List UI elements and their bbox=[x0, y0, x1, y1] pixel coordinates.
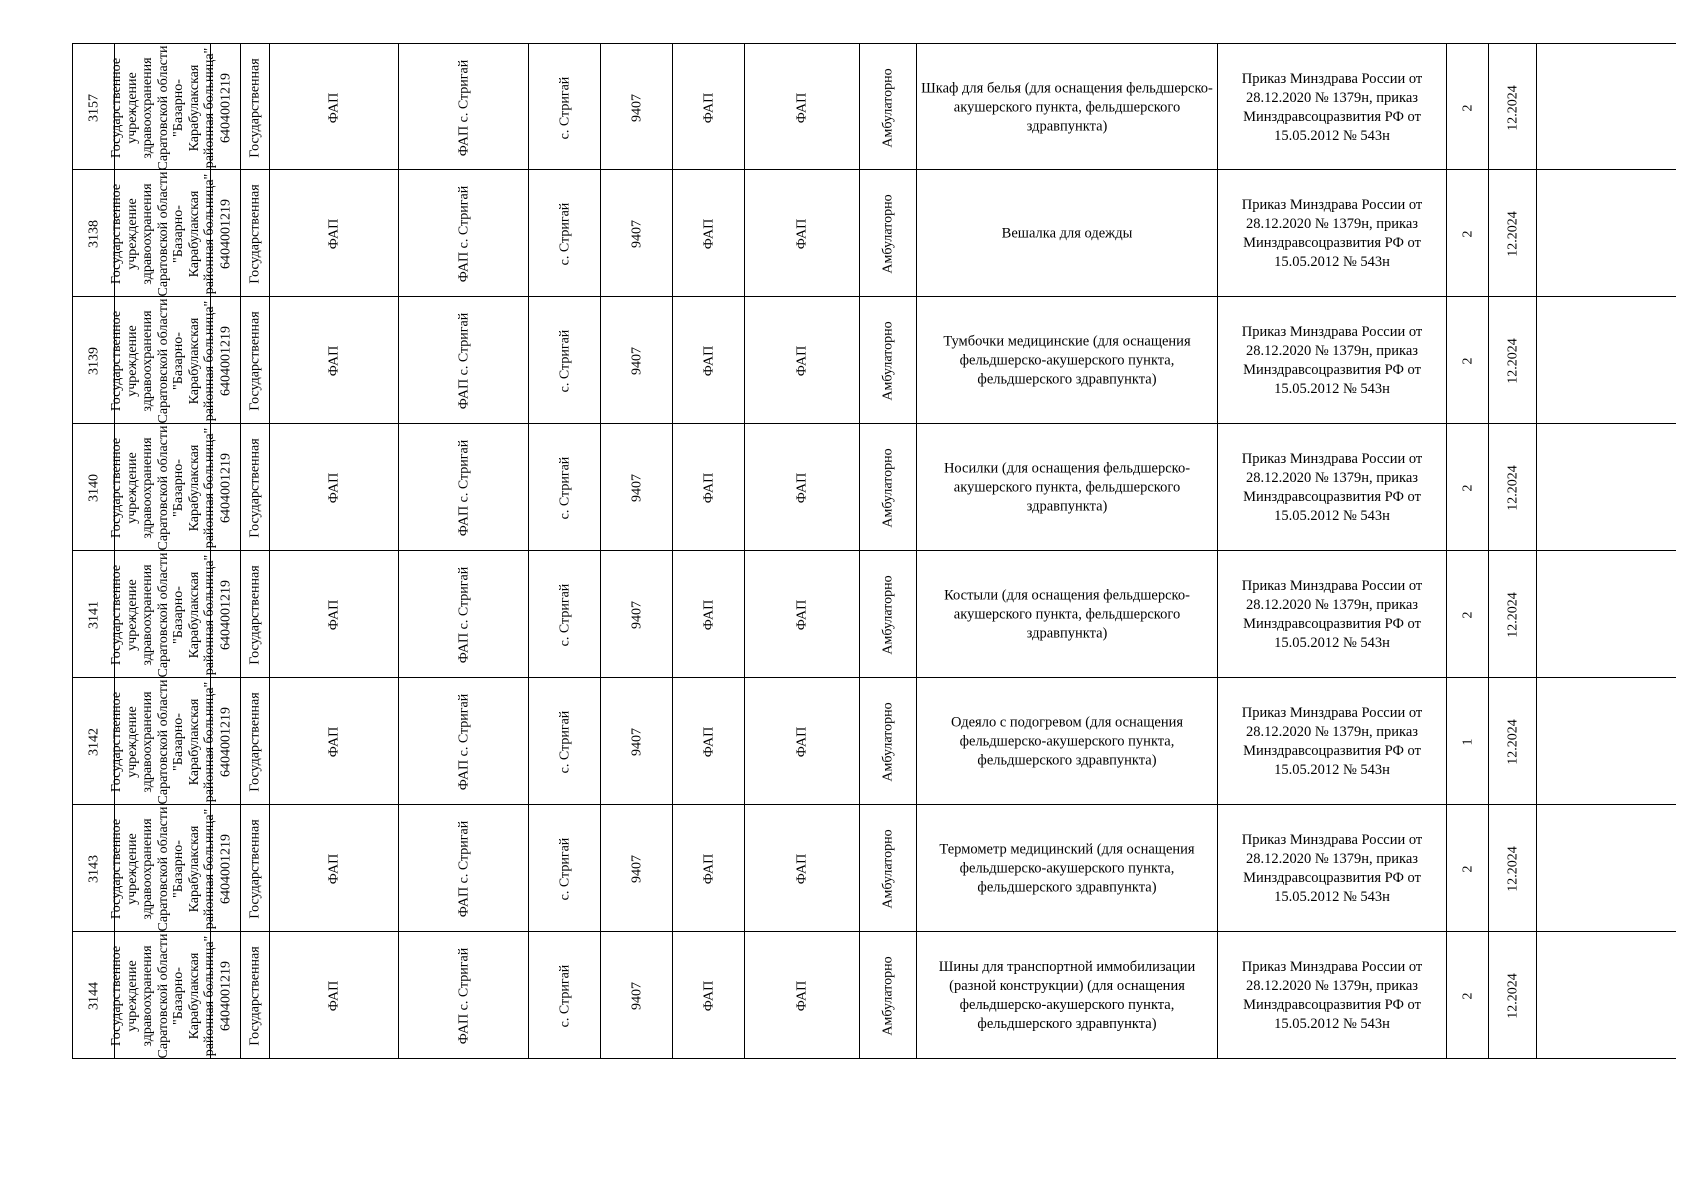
cell-qty bbox=[1446, 297, 1488, 424]
cell-text: 3144 bbox=[86, 981, 101, 1010]
cell-date bbox=[1488, 170, 1537, 297]
cell-qty bbox=[1446, 551, 1488, 678]
cell-unit2 bbox=[744, 297, 859, 424]
cell-text: Государственное учреждение здравоохранения Саратовской области "Базарно-Карабулакская районная больница" bbox=[108, 552, 217, 677]
cell-unit2 bbox=[744, 44, 859, 171]
cell-text: 2 bbox=[1460, 357, 1475, 364]
cell-text: Государственная bbox=[247, 818, 263, 919]
cell-text: Амбулаторно bbox=[880, 574, 896, 655]
cell-care bbox=[859, 44, 916, 171]
cell-item bbox=[916, 170, 1217, 297]
cell-basis bbox=[1217, 297, 1446, 424]
cell-text: Приказ Минздрава России от 28.12.2020 № 1379н, приказ Минздравсоцразвития РФ от 15.05.2012 № 543н bbox=[1241, 704, 1423, 778]
cell-text: 12.2024 bbox=[1505, 972, 1520, 1019]
cell-text: 2 bbox=[1460, 484, 1475, 491]
cell-locality bbox=[528, 424, 600, 551]
cell-text: 3138 bbox=[86, 219, 101, 248]
cell-text: 9407 bbox=[629, 854, 644, 883]
cell-text: ФАП bbox=[794, 218, 810, 249]
cell-text: Государственное учреждение здравоохранения Саратовской области "Базарно-Карабулакская районная больница" bbox=[108, 298, 217, 423]
cell-unit2 bbox=[744, 678, 859, 805]
cell-care bbox=[859, 297, 916, 424]
cell-type bbox=[269, 551, 398, 678]
table-row bbox=[72, 424, 1676, 551]
cell-inn bbox=[210, 44, 240, 171]
cell-fap-name bbox=[398, 297, 528, 424]
cell-text: Термометр медицинский (для оснащения фельдшерско-акушерского пункта, фельдшерского здравпункта) bbox=[939, 841, 1195, 895]
cell-text: 6404001219 bbox=[218, 452, 233, 523]
cell-date bbox=[1488, 424, 1537, 551]
cell-org bbox=[108, 805, 217, 932]
cell-text: ФАП bbox=[794, 345, 810, 376]
cell-item bbox=[916, 44, 1217, 171]
cell-text: 3141 bbox=[86, 600, 101, 629]
cell-text: 3139 bbox=[86, 346, 101, 375]
cell-qty bbox=[1446, 932, 1488, 1059]
cell-date bbox=[1488, 297, 1537, 424]
table-row bbox=[72, 551, 1676, 678]
cell-code bbox=[600, 424, 672, 551]
cell-text: ФАП bbox=[326, 599, 342, 630]
cell-type bbox=[269, 170, 398, 297]
cell-text: 3143 bbox=[86, 854, 101, 883]
cell-text: 9407 bbox=[629, 981, 644, 1010]
cell-text: 6404001219 bbox=[218, 706, 233, 777]
cell-text: ФАП bbox=[326, 92, 342, 123]
cell-text: с. Стригай bbox=[557, 583, 572, 646]
cell-text: Государственное учреждение здравоохранения Саратовской области "Базарно-Карабулакская районная больница" bbox=[108, 45, 217, 170]
cell-text: с. Стригай bbox=[557, 964, 572, 1027]
cell-qty bbox=[1446, 805, 1488, 932]
cell-text: Амбулаторно bbox=[880, 67, 896, 148]
cell-ownership bbox=[240, 551, 269, 678]
cell-num bbox=[72, 678, 114, 805]
cell-fap-name bbox=[398, 170, 528, 297]
cell-text: 9407 bbox=[629, 600, 644, 629]
cell-text: ФАП bbox=[701, 599, 716, 630]
cell-num bbox=[72, 424, 114, 551]
cell-locality bbox=[528, 678, 600, 805]
cell-type bbox=[269, 678, 398, 805]
cell-text: ФАП bbox=[326, 218, 342, 249]
cell-text: ФАП с. Стригай bbox=[456, 820, 471, 917]
cell-inn bbox=[210, 805, 240, 932]
cell-unit1 bbox=[672, 170, 744, 297]
cell-text: 12.2024 bbox=[1505, 337, 1520, 384]
cell-locality bbox=[528, 805, 600, 932]
cell-locality bbox=[528, 170, 600, 297]
cell-text: 3140 bbox=[86, 473, 101, 502]
cell-text: 9407 bbox=[629, 346, 644, 375]
cell-org bbox=[108, 297, 217, 424]
cell-unit1 bbox=[672, 44, 744, 171]
cell-inn bbox=[210, 170, 240, 297]
cell-text: 6404001219 bbox=[218, 833, 233, 904]
cell-code bbox=[600, 805, 672, 932]
cell-type bbox=[269, 297, 398, 424]
cell-text: Вешалка для одежды bbox=[1001, 225, 1133, 241]
cell-text: Государственная bbox=[247, 691, 263, 792]
cell-unit2 bbox=[744, 424, 859, 551]
cell-item bbox=[916, 297, 1217, 424]
cell-text: Одеяло с подогревом (для оснащения фельдшерско-акушерского пункта, фельдшерского здравпункта) bbox=[950, 714, 1184, 768]
cell-org bbox=[108, 551, 217, 678]
cell-text: Амбулаторно bbox=[880, 320, 896, 401]
cell-text: ФАП bbox=[794, 92, 810, 123]
cell-inn bbox=[210, 678, 240, 805]
cell-qty bbox=[1446, 424, 1488, 551]
cell-text: ФАП с. Стригай bbox=[456, 693, 471, 790]
cell-text: Государственная bbox=[247, 945, 263, 1046]
cell-ownership bbox=[240, 932, 269, 1059]
cell-text: Амбулаторно bbox=[880, 193, 896, 274]
cell-text: ФАП bbox=[794, 472, 810, 503]
cell-text: ФАП bbox=[794, 853, 810, 884]
cell-text: 9407 bbox=[629, 727, 644, 756]
cell-fap-name bbox=[398, 424, 528, 551]
cell-text: 12.2024 bbox=[1505, 718, 1520, 765]
cell-text: Амбулаторно bbox=[880, 447, 896, 528]
cell-text: 12.2024 bbox=[1505, 464, 1520, 511]
cell-text: ФАП bbox=[326, 853, 342, 884]
cell-text: Шины для транспортной иммобилизации (разной конструкции) (для оснащения фельдшерско-акушерского пункта, фельдшерского здравпункта) bbox=[938, 958, 1196, 1032]
cell-fap-name bbox=[398, 44, 528, 171]
cell-text: 12.2024 bbox=[1505, 845, 1520, 892]
cell-item bbox=[916, 932, 1217, 1059]
cell-care bbox=[859, 551, 916, 678]
cell-basis bbox=[1217, 678, 1446, 805]
cell-text: ФАП bbox=[701, 345, 716, 376]
cell-text: Государственное учреждение здравоохранения Саратовской области "Базарно-Карабулакская районная больница" bbox=[108, 679, 217, 804]
cell-text: 6404001219 bbox=[218, 198, 233, 269]
cell-care bbox=[859, 170, 916, 297]
cell-date bbox=[1488, 932, 1537, 1059]
cell-basis bbox=[1217, 44, 1446, 171]
cell-type bbox=[269, 805, 398, 932]
cell-text: ФАП bbox=[794, 726, 810, 757]
cell-fap-name bbox=[398, 805, 528, 932]
cell-text: Приказ Минздрава России от 28.12.2020 № 1379н, приказ Минздравсоцразвития РФ от 15.05.2012 № 543н bbox=[1241, 196, 1423, 270]
cell-text: ФАП с. Стригай bbox=[456, 312, 471, 409]
cell-text: Амбулаторно bbox=[880, 955, 896, 1036]
cell-care bbox=[859, 424, 916, 551]
cell-code bbox=[600, 297, 672, 424]
cell-basis bbox=[1217, 805, 1446, 932]
cell-fap-name bbox=[398, 932, 528, 1059]
cell-text: с. Стригай bbox=[557, 329, 572, 392]
cell-org bbox=[108, 44, 217, 171]
cell-text: 9407 bbox=[629, 473, 644, 502]
cell-text: 3157 bbox=[86, 93, 101, 122]
cell-text: ФАП с. Стригай bbox=[456, 59, 471, 156]
cell-code bbox=[600, 678, 672, 805]
cell-text: ФАП bbox=[326, 980, 342, 1011]
cell-text: ФАП с. Стригай bbox=[456, 185, 471, 282]
cell-num bbox=[72, 551, 114, 678]
cell-unit2 bbox=[744, 805, 859, 932]
cell-text: Амбулаторно bbox=[880, 701, 896, 782]
cell-unit1 bbox=[672, 932, 744, 1059]
cell-ownership bbox=[240, 678, 269, 805]
cell-num bbox=[72, 932, 114, 1059]
cell-text: 2 bbox=[1460, 230, 1475, 237]
cell-qty bbox=[1446, 170, 1488, 297]
cell-text: ФАП с. Стригай bbox=[456, 439, 471, 536]
cell-text: 2 bbox=[1460, 992, 1475, 999]
cell-ownership bbox=[240, 297, 269, 424]
cell-text: ФАП bbox=[701, 726, 716, 757]
cell-text: Государственная bbox=[247, 564, 263, 665]
cell-basis bbox=[1217, 551, 1446, 678]
cell-text: 12.2024 bbox=[1505, 210, 1520, 257]
table-row bbox=[72, 43, 1676, 170]
cell-unit1 bbox=[672, 424, 744, 551]
cell-date bbox=[1488, 805, 1537, 932]
cell-org bbox=[108, 678, 217, 805]
cell-text: Тумбочки медицинские (для оснащения фельдшерско-акушерского пункта, фельдшерского здравпункта) bbox=[943, 333, 1191, 387]
cell-ownership bbox=[240, 44, 269, 171]
cell-inn bbox=[210, 424, 240, 551]
table-row bbox=[72, 297, 1676, 424]
cell-locality bbox=[528, 297, 600, 424]
cell-text: Приказ Минздрава России от 28.12.2020 № 1379н, приказ Минздравсоцразвития РФ от 15.05.2012 № 543н bbox=[1241, 577, 1423, 651]
cell-text: с. Стригай bbox=[557, 76, 572, 139]
cell-code bbox=[600, 44, 672, 171]
cell-text: 6404001219 bbox=[218, 325, 233, 396]
cell-text: с. Стригай bbox=[557, 456, 572, 519]
cell-text: ФАП bbox=[794, 980, 810, 1011]
cell-text: ФАП bbox=[701, 980, 716, 1011]
cell-text: 2 bbox=[1460, 104, 1475, 111]
cell-date bbox=[1488, 551, 1537, 678]
cell-text: ФАП bbox=[701, 218, 716, 249]
cell-text: ФАП с. Стригай bbox=[456, 566, 471, 663]
cell-inn bbox=[210, 932, 240, 1059]
cell-text: Государственное учреждение здравоохранения Саратовской области "Базарно-Карабулакская районная больница" bbox=[108, 425, 217, 550]
cell-item bbox=[916, 551, 1217, 678]
cell-text: 2 bbox=[1460, 865, 1475, 872]
cell-text: ФАП bbox=[701, 853, 716, 884]
cell-text: с. Стригай bbox=[557, 202, 572, 265]
cell-text: Приказ Минздрава России от 28.12.2020 № 1379н, приказ Минздравсоцразвития РФ от 15.05.2012 № 543н bbox=[1241, 323, 1423, 397]
cell-unit1 bbox=[672, 678, 744, 805]
table-row bbox=[72, 678, 1676, 805]
cell-unit1 bbox=[672, 297, 744, 424]
cell-unit1 bbox=[672, 551, 744, 678]
cell-text: ФАП bbox=[701, 472, 716, 503]
cell-ownership bbox=[240, 170, 269, 297]
cell-inn bbox=[210, 551, 240, 678]
cell-type bbox=[269, 44, 398, 171]
cell-text: ФАП bbox=[326, 345, 342, 376]
cell-item bbox=[916, 805, 1217, 932]
cell-org bbox=[108, 424, 217, 551]
cell-unit2 bbox=[744, 170, 859, 297]
cell-text: Приказ Минздрава России от 28.12.2020 № 1379н, приказ Минздравсоцразвития РФ от 15.05.2012 № 543н bbox=[1241, 70, 1423, 144]
cell-unit1 bbox=[672, 805, 744, 932]
table-row bbox=[72, 170, 1676, 297]
cell-locality bbox=[528, 932, 600, 1059]
cell-text: ФАП bbox=[794, 599, 810, 630]
cell-text: Приказ Минздрава России от 28.12.2020 № 1379н, приказ Минздравсоцразвития РФ от 15.05.2012 № 543н bbox=[1241, 831, 1423, 905]
cell-text: Государственная bbox=[247, 437, 263, 538]
cell-text: 2 bbox=[1460, 611, 1475, 618]
cell-num bbox=[72, 805, 114, 932]
cell-basis bbox=[1217, 170, 1446, 297]
cell-date bbox=[1488, 44, 1537, 171]
cell-date bbox=[1488, 678, 1537, 805]
cell-text: 12.2024 bbox=[1505, 591, 1520, 638]
cell-num bbox=[72, 44, 114, 171]
cell-text: Государственное учреждение здравоохранения Саратовской области "Базарно-Карабулакская районная больница" bbox=[108, 806, 217, 931]
cell-text: Государственная bbox=[247, 310, 263, 411]
cell-qty bbox=[1446, 44, 1488, 171]
cell-unit2 bbox=[744, 932, 859, 1059]
cell-item bbox=[916, 424, 1217, 551]
cell-text: ФАП bbox=[701, 92, 716, 123]
cell-text: Костыли (для оснащения фельдшерско-акушерского пункта, фельдшерского здравпункта) bbox=[944, 587, 1190, 641]
cell-care bbox=[859, 805, 916, 932]
cell-locality bbox=[528, 551, 600, 678]
cell-text: 6404001219 bbox=[218, 579, 233, 650]
cell-text: 9407 bbox=[629, 219, 644, 248]
cell-code bbox=[600, 551, 672, 678]
cell-text: Государственное учреждение здравоохранения Саратовской области "Базарно-Карабулакская районная больница" bbox=[108, 933, 217, 1058]
cell-care bbox=[859, 678, 916, 805]
cell-basis bbox=[1217, 424, 1446, 551]
cell-inn bbox=[210, 297, 240, 424]
cell-text: Приказ Минздрава России от 28.12.2020 № 1379н, приказ Минздравсоцразвития РФ от 15.05.2012 № 543н bbox=[1241, 958, 1423, 1032]
cell-item bbox=[916, 678, 1217, 805]
cell-num bbox=[72, 297, 114, 424]
cell-ownership bbox=[240, 805, 269, 932]
cell-text: 6404001219 bbox=[218, 960, 233, 1031]
cell-ownership bbox=[240, 424, 269, 551]
cell-locality bbox=[528, 44, 600, 171]
table-row bbox=[72, 805, 1676, 932]
cell-text: Приказ Минздрава России от 28.12.2020 № 1379н, приказ Минздравсоцразвития РФ от 15.05.2012 № 543н bbox=[1241, 450, 1423, 524]
cell-code bbox=[600, 170, 672, 297]
cell-qty bbox=[1446, 678, 1488, 805]
cell-type bbox=[269, 932, 398, 1059]
table-row bbox=[72, 932, 1676, 1059]
cell-fap-name bbox=[398, 551, 528, 678]
cell-basis bbox=[1217, 932, 1446, 1059]
cell-text: Шкаф для белья (для оснащения фельдшерско-акушерского пункта, фельдшерского здравпункта) bbox=[921, 80, 1213, 134]
cell-num bbox=[72, 170, 114, 297]
cell-text: Амбулаторно bbox=[880, 828, 896, 909]
cell-text: ФАП с. Стригай bbox=[456, 947, 471, 1044]
cell-text: Государственная bbox=[247, 57, 263, 158]
cell-text: Государственная bbox=[247, 183, 263, 284]
cell-text: Государственное учреждение здравоохранения Саратовской области "Базарно-Карабулакская районная больница" bbox=[108, 171, 217, 296]
cell-unit2 bbox=[744, 551, 859, 678]
cell-code bbox=[600, 932, 672, 1059]
cell-text: ФАП bbox=[326, 472, 342, 503]
cell-fap-name bbox=[398, 678, 528, 805]
cell-text: 9407 bbox=[629, 93, 644, 122]
cell-text: 3142 bbox=[86, 727, 101, 756]
cell-org bbox=[108, 170, 217, 297]
cell-org bbox=[108, 932, 217, 1059]
cell-text: 1 bbox=[1460, 738, 1475, 745]
cell-text: Носилки (для оснащения фельдшерско-акушерского пункта, фельдшерского здравпункта) bbox=[943, 460, 1191, 514]
cell-text: 6404001219 bbox=[218, 72, 233, 143]
cell-care bbox=[859, 932, 916, 1059]
cell-text: с. Стригай bbox=[557, 837, 572, 900]
cell-text: ФАП bbox=[326, 726, 342, 757]
cell-text: с. Стригай bbox=[557, 710, 572, 773]
cell-type bbox=[269, 424, 398, 551]
cell-text: 12.2024 bbox=[1505, 84, 1520, 131]
